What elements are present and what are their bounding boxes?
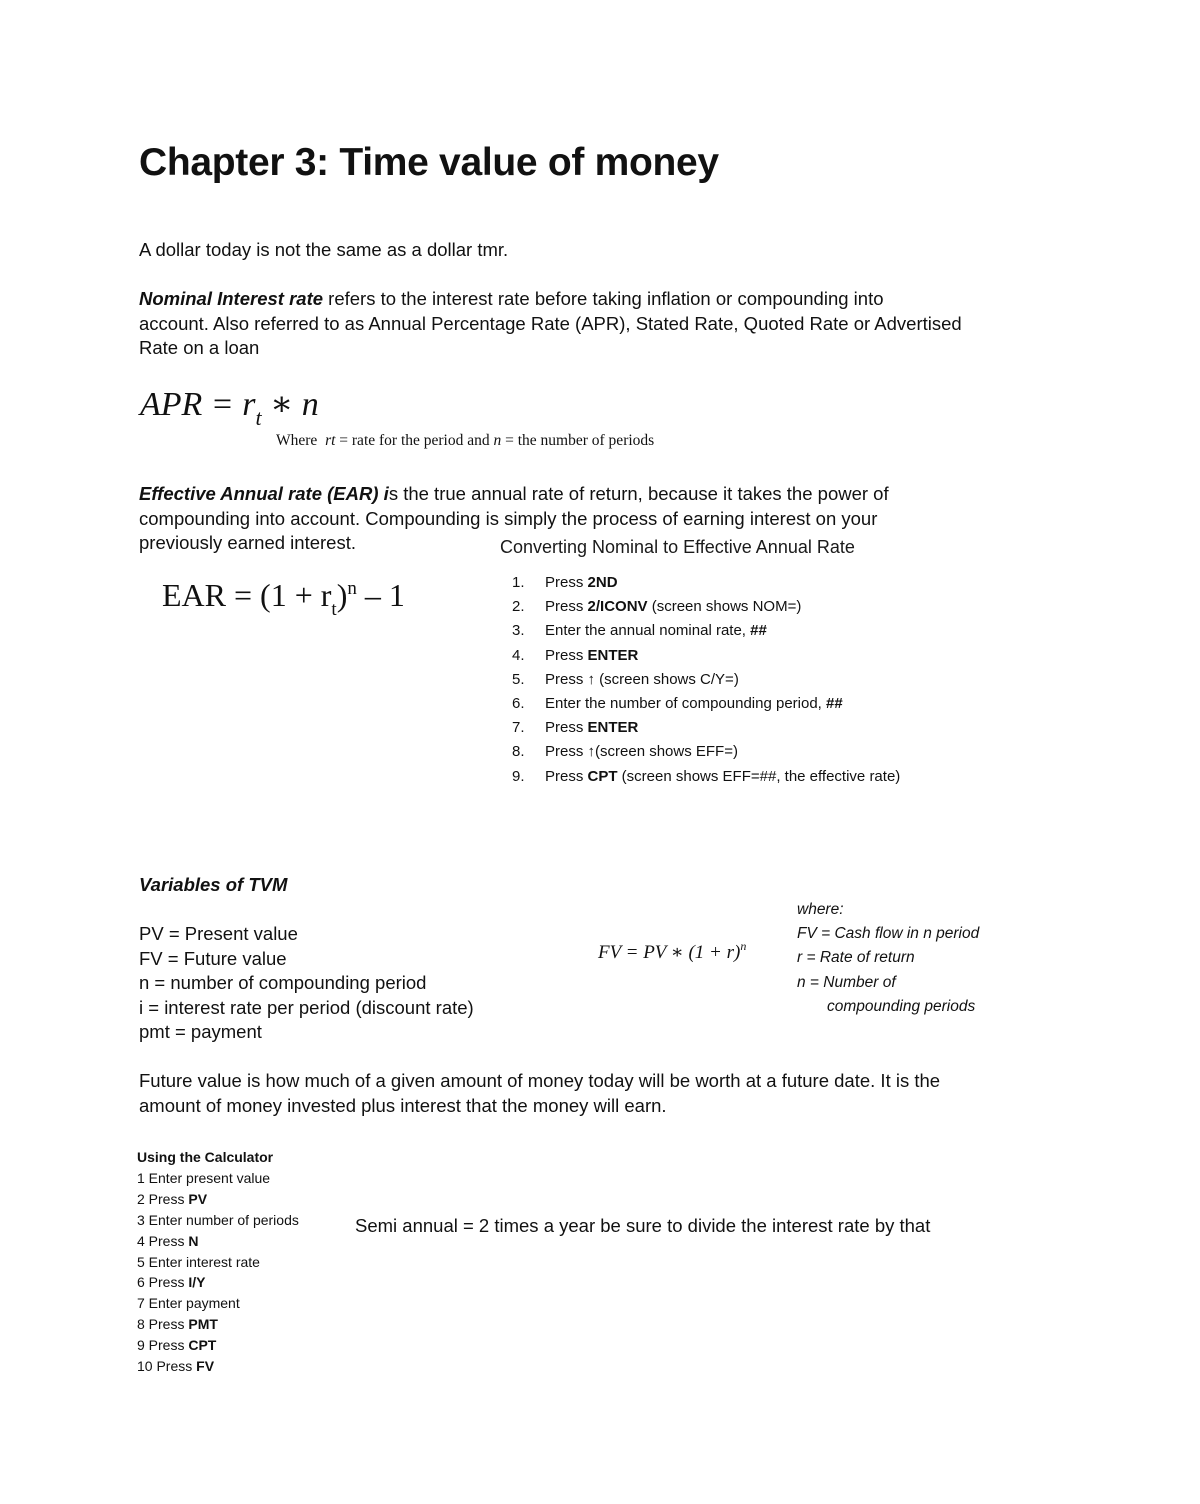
calculator-step-key: I/Y (188, 1274, 206, 1291)
step-note: (screen shows C/Y=) (595, 670, 739, 688)
calculator-step (137, 1252, 299, 1273)
semi-annual-note: Semi annual = 2 times a year be sure to divide the interest rate by that (355, 1215, 931, 1236)
step-key: ENTER (587, 646, 639, 664)
calculator-step (137, 1335, 299, 1356)
calculator-step (137, 1314, 299, 1335)
fv-where-line: compounding periods (827, 997, 976, 1015)
step-key: CPT (587, 767, 618, 785)
step-number: 3. (512, 622, 525, 640)
calculator-step-key: FV (196, 1358, 215, 1375)
step-note: (screen shows EFF=) (595, 743, 738, 761)
nominal-line-2: account. Also referred to as Annual Percentage Rate (APR), Stated Rate, Quoted Rate or Advertised (139, 312, 962, 334)
step-key: ## (750, 622, 767, 640)
step-number: 1. (512, 574, 525, 591)
fv-formula-exponent: n (740, 939, 747, 953)
calculator-step-text: 4 Press (137, 1232, 189, 1249)
fv-where-line: FV = Cash flow in n period (797, 925, 980, 943)
calculator-step-text: 9 Press (137, 1337, 189, 1354)
step-note: (screen shows NOM=) (647, 598, 802, 616)
ear-formula-rhs: – 1 (356, 577, 405, 613)
where-mid: = rate for the period and (335, 432, 494, 449)
ear-formula-exponent: n (347, 578, 357, 599)
calculator-step (137, 1272, 299, 1293)
step-number: 5. (512, 670, 525, 688)
apr-where-line (276, 432, 654, 450)
conversion-title: Converting Nominal to Effective Annual Rate (500, 537, 855, 557)
conversion-step (512, 595, 900, 619)
future-value-line-1: Future value is how much of a given amount of money today will be worth at a future date. It is the (139, 1070, 941, 1091)
calculator-step-text: 6 Press (137, 1274, 189, 1291)
calculator-step-text: 3 Enter number of periods (137, 1211, 299, 1228)
ear-line-2: compounding into account. Compounding is simply the process of earning interest on your (139, 507, 878, 529)
fv-where-line: n = Number of (797, 973, 896, 991)
variables-list (139, 922, 474, 1045)
variable-item: PV = Present value (139, 923, 298, 944)
ear-formula-lhs: EAR = (1 + r (162, 577, 332, 613)
conversion-steps-list (512, 571, 900, 789)
step-number: 2. (512, 598, 525, 616)
step-text: Press (545, 670, 588, 688)
calculator-step (137, 1231, 299, 1252)
step-key: ENTER (587, 719, 639, 737)
fv-where-line: where: (797, 901, 844, 918)
calculator-step-text: 8 Press (137, 1316, 189, 1333)
step-key: ## (826, 695, 843, 713)
calculator-steps (137, 1147, 299, 1377)
calculator-step-text: 10 Press (137, 1358, 197, 1375)
fv-formula-text: FV = PV ∗ (1 + r) (598, 942, 741, 963)
conversion-step (512, 740, 900, 764)
step-text: Enter the annual nominal rate, (545, 622, 751, 640)
variable-item: pmt = payment (139, 1021, 262, 1042)
apr-formula-subscript: t (255, 405, 262, 430)
step-text: Press (545, 646, 588, 664)
apr-formula (140, 384, 319, 430)
calculator-step-key: CPT (188, 1337, 217, 1354)
variable-item: n = number of compounding period (139, 972, 427, 993)
calculator-step-text: 5 Enter interest rate (137, 1253, 260, 1270)
step-text: Press (545, 574, 588, 591)
fv-formula (598, 941, 746, 964)
step-text: Press (545, 598, 588, 616)
nominal-rate-paragraph (139, 287, 1079, 361)
ear-formula-paren: ) (336, 577, 348, 613)
step-text: Enter the number of compounding period, (545, 695, 827, 713)
calculator-step (137, 1210, 299, 1231)
calculator-step (137, 1189, 299, 1210)
step-key: 2ND (587, 574, 618, 591)
calculator-step-key: PV (188, 1190, 208, 1207)
calculator-step-text: 2 Press (137, 1190, 189, 1207)
calculator-step (137, 1293, 299, 1314)
ear-formula-subscript: t (331, 599, 337, 620)
ear-text-1: s the true annual rate of return, because it takes the power of (388, 483, 889, 504)
calculator-step (137, 1356, 299, 1377)
variable-item: FV = Future value (139, 947, 287, 969)
apr-formula-rhs: ∗ n (261, 386, 319, 423)
ear-term: Effective Annual rate (EAR) i (139, 483, 389, 504)
conversion-step (512, 692, 900, 716)
step-key: ↑ (587, 670, 596, 688)
fv-where-box (797, 898, 979, 1019)
future-value-paragraph (139, 1069, 1059, 1118)
step-number: 4. (512, 646, 525, 664)
future-value-line-2: amount of money invested plus interest that the money will earn. (139, 1094, 667, 1116)
step-key: ↑ (587, 743, 596, 761)
step-note: (screen shows EFF=##, the effective rate) (617, 767, 901, 785)
conversion-step (512, 765, 900, 789)
intro-text: A dollar today is not the same as a dollar tmr. (139, 239, 509, 260)
where-suffix: = the number of periods (501, 432, 655, 449)
step-number: 9. (512, 767, 525, 785)
where-prefix: Where (276, 432, 318, 449)
calculator-heading: Using the Calculator (137, 1149, 274, 1165)
step-key: 2/ICONV (587, 598, 648, 616)
conversion-step (512, 571, 900, 595)
variables-heading: Variables of TVM (139, 874, 288, 895)
ear-formula (162, 577, 405, 620)
nominal-text-1: refers to the interest rate before taking inflation or compounding into (323, 288, 884, 309)
calculator-step-key: N (188, 1232, 199, 1249)
ear-line-3: previously earned interest. (139, 532, 356, 553)
conversion-step (512, 668, 900, 692)
step-text: Press (545, 767, 588, 785)
apr-formula-lhs: APR = r (140, 386, 256, 423)
conversion-step (512, 644, 900, 668)
step-number: 8. (512, 743, 525, 761)
calculator-step (137, 1168, 299, 1189)
step-text: Press (545, 743, 588, 761)
nominal-term: Nominal Interest rate (139, 288, 324, 309)
calculator-step-text: 1 Enter present value (137, 1169, 271, 1186)
conversion-step (512, 716, 900, 740)
step-text: Press (545, 719, 588, 737)
nominal-line-3: Rate on a loan (139, 337, 260, 358)
where-n: n (493, 432, 502, 449)
fv-where-line: r = Rate of return (797, 949, 915, 967)
step-number: 6. (512, 695, 525, 713)
calculator-step-key: PMT (188, 1316, 218, 1333)
conversion-step (512, 619, 900, 643)
where-rt: rt (325, 432, 336, 449)
ear-line-1 (139, 482, 1019, 507)
calculator-step-text: 7 Enter payment (137, 1295, 240, 1312)
step-number: 7. (512, 719, 525, 737)
page-title: Chapter 3: Time value of money (139, 141, 719, 184)
variable-item: i = interest rate per period (discount rate) (139, 996, 474, 1018)
nominal-line-1 (139, 287, 1079, 312)
